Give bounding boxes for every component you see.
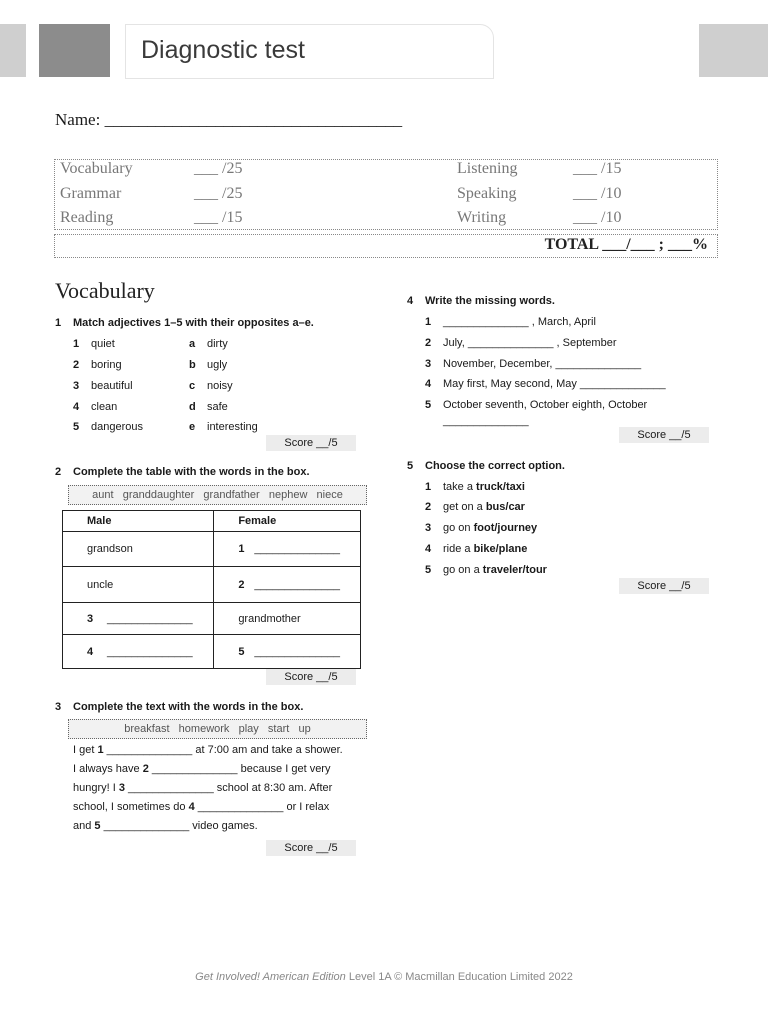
item-options: truck/taxi — [476, 481, 525, 493]
item-options: bike/plane — [473, 543, 528, 555]
header-right-block — [699, 24, 768, 77]
question-text: Match adjectives 1–5 with their opposites a–e. — [73, 317, 314, 329]
question-text: Complete the table with the words in the box. — [73, 466, 310, 478]
item-number: 3 — [425, 522, 432, 534]
q5-score-box: Score __/5 — [619, 578, 709, 594]
blank-number: 4 — [188, 801, 195, 813]
item-number: 1 — [425, 481, 432, 493]
table-header-female: Female — [214, 511, 361, 532]
q1-option — [189, 338, 228, 350]
item-number: 2 — [73, 359, 80, 371]
item-number: 4 — [425, 378, 432, 390]
item-word: dangerous — [91, 421, 143, 433]
text: I always have — [73, 763, 143, 775]
q1-row — [73, 338, 115, 350]
item-number: 5 — [425, 399, 432, 411]
item-text: go on a — [443, 564, 483, 576]
score-value: ___ /15 — [573, 160, 622, 177]
option-letter: e — [189, 421, 196, 433]
score-label: Listening — [457, 160, 518, 177]
footer-title: Get Involved! American Edition — [195, 971, 346, 983]
q1-row — [73, 380, 133, 392]
score-value: ___ /10 — [573, 209, 622, 226]
score-value: ___ /10 — [573, 185, 622, 202]
footer-text: Level 1A © Macmillan Education Limited 2022 — [345, 971, 573, 983]
item-text: ride a — [443, 543, 474, 555]
option-letter: d — [189, 401, 196, 413]
score-row-reading — [60, 209, 242, 227]
question-number: 4 — [407, 295, 414, 307]
q1-option — [189, 380, 233, 392]
question-3-heading — [55, 701, 303, 713]
q3-line — [73, 779, 373, 798]
text: ______________ at 7:00 am and take a shower. — [103, 744, 343, 756]
q3-word-box: breakfast homework play start up — [68, 719, 367, 739]
score-value: ___ /25 — [194, 185, 243, 202]
table-cell[interactable] — [214, 635, 361, 669]
text: I get — [73, 744, 98, 756]
q1-row — [73, 401, 117, 413]
section-title: Vocabulary — [55, 278, 155, 303]
option-letter: c — [189, 380, 196, 392]
item-number: 1 — [425, 316, 432, 328]
question-2-heading — [55, 466, 310, 478]
blank-number: 5 — [238, 645, 245, 658]
header-left-block — [0, 24, 26, 77]
question-text: Complete the text with the words in the box. — [73, 701, 304, 713]
question-text: Choose the correct option. — [425, 460, 565, 472]
item-text: get on a — [443, 501, 486, 513]
q4-row[interactable] — [425, 337, 616, 349]
item-text: take a — [443, 481, 477, 493]
blank-line: ______________ — [107, 645, 193, 658]
option-word: ugly — [207, 359, 228, 371]
blank-number: 1 — [238, 543, 245, 555]
text: ______________ school at 8:30 am. After — [124, 782, 333, 794]
footer-copyright — [0, 971, 768, 983]
blank-line: ______________ — [254, 578, 340, 591]
item-word: clean — [91, 401, 118, 413]
q3-line — [73, 760, 373, 779]
score-value: ___ /25 — [194, 160, 243, 177]
item-options: bus/car — [485, 501, 525, 513]
item-number: 5 — [73, 421, 80, 433]
score-row-writing — [457, 209, 621, 227]
text: ______________ or I relax — [194, 801, 330, 813]
blank-line: ______________ — [254, 543, 340, 555]
total-score: TOTAL ___/___ ; ___% — [544, 236, 708, 253]
question-number: 3 — [55, 701, 62, 713]
option-letter: b — [189, 359, 196, 371]
name-field[interactable]: Name: ___________________________________ — [55, 110, 403, 129]
option-word: noisy — [207, 380, 233, 392]
score-row-listening — [457, 160, 621, 178]
text: school, I sometimes do — [73, 801, 189, 813]
q5-row[interactable] — [425, 543, 527, 555]
table-cell[interactable] — [214, 567, 361, 603]
blank-number: 4 — [87, 645, 94, 658]
score-label: Reading — [60, 209, 114, 226]
table-cell[interactable] — [63, 635, 214, 669]
item-text: ______________ , March, April — [443, 316, 596, 328]
q5-row[interactable] — [425, 564, 547, 576]
item-number: 4 — [73, 401, 80, 413]
item-text: go on — [443, 522, 474, 534]
item-number: 1 — [73, 338, 80, 350]
q1-option — [189, 401, 228, 413]
option-letter: a — [189, 338, 196, 350]
q4-row-continuation[interactable]: ______________ — [443, 415, 529, 427]
q3-line — [73, 817, 373, 836]
text: and — [73, 820, 95, 832]
score-label: Speaking — [457, 185, 517, 202]
q3-paragraph — [73, 741, 373, 836]
q1-score-box: Score __/5 — [266, 435, 356, 451]
item-text: November, December, ______________ — [443, 358, 642, 370]
item-number: 5 — [425, 564, 432, 576]
score-value: ___ /15 — [194, 209, 243, 226]
header-dark-block — [39, 24, 110, 77]
q3-line — [73, 798, 373, 817]
q1-row — [73, 421, 143, 433]
question-number: 1 — [55, 317, 62, 329]
question-1-heading — [55, 317, 314, 329]
item-number: 4 — [425, 543, 432, 555]
q4-row[interactable] — [425, 399, 647, 411]
blank-number: 1 — [97, 744, 104, 756]
blank-number: 3 — [118, 782, 125, 794]
table-cell: grandmother — [214, 603, 361, 635]
text: ______________ video games. — [100, 820, 258, 832]
question-5-heading — [407, 460, 565, 472]
score-label: Vocabulary — [60, 160, 133, 177]
page-title: Diagnostic test — [141, 36, 305, 64]
q1-row — [73, 359, 122, 371]
table-cell: uncle — [63, 567, 214, 603]
item-word: boring — [91, 359, 122, 371]
item-word: beautiful — [91, 380, 133, 392]
item-options: traveler/tour — [482, 564, 547, 576]
blank-number: 5 — [94, 820, 101, 832]
option-word: dirty — [207, 338, 228, 350]
item-text: October seventh, October eighth, October — [443, 399, 648, 411]
item-word: quiet — [91, 338, 115, 350]
item-number: 3 — [425, 358, 432, 370]
question-number: 5 — [407, 460, 414, 472]
text: ______________ because I get very — [148, 763, 331, 775]
q2-score-box: Score __/5 — [266, 669, 356, 685]
text: hungry! I — [73, 782, 119, 794]
score-row-speaking — [457, 185, 621, 203]
q4-score-box: Score __/5 — [619, 427, 709, 443]
family-table — [62, 510, 361, 669]
blank-line: ______________ — [254, 645, 340, 658]
score-label: Grammar — [60, 185, 122, 202]
q1-option — [189, 421, 258, 433]
option-word: safe — [207, 401, 228, 413]
q5-row[interactable] — [425, 481, 525, 493]
q4-row[interactable] — [425, 316, 596, 328]
q4-row[interactable] — [425, 378, 666, 390]
item-number: 2 — [425, 337, 432, 349]
table-header-male: Male — [63, 511, 214, 532]
q5-row[interactable] — [425, 501, 525, 513]
item-number: 3 — [73, 380, 80, 392]
score-row-vocabulary — [60, 160, 242, 178]
item-text: July, ______________ , September — [443, 337, 617, 349]
table-cell[interactable] — [63, 603, 214, 635]
blank-number: 2 — [238, 578, 245, 591]
blank-number: 2 — [142, 763, 149, 775]
item-number: 2 — [425, 501, 432, 513]
q3-line — [73, 741, 373, 760]
item-options: foot/journey — [473, 522, 538, 534]
question-number: 2 — [55, 466, 62, 478]
item-text: May first, May second, May ______________ — [443, 378, 666, 390]
blank-line: ______________ — [107, 612, 193, 625]
question-4-heading — [407, 295, 555, 307]
score-label: Writing — [457, 209, 507, 226]
question-text: Write the missing words. — [425, 295, 555, 307]
table-cell[interactable] — [214, 532, 361, 567]
q1-option — [189, 359, 227, 371]
option-word: interesting — [207, 421, 258, 433]
q4-row[interactable] — [425, 358, 641, 370]
score-row-grammar — [60, 185, 242, 203]
q3-score-box: Score __/5 — [266, 840, 356, 856]
q5-row[interactable] — [425, 522, 537, 534]
blank-number: 3 — [87, 612, 94, 625]
q2-word-box: aunt granddaughter grandfather nephew niece — [68, 485, 367, 505]
table-cell: grandson — [63, 532, 214, 567]
